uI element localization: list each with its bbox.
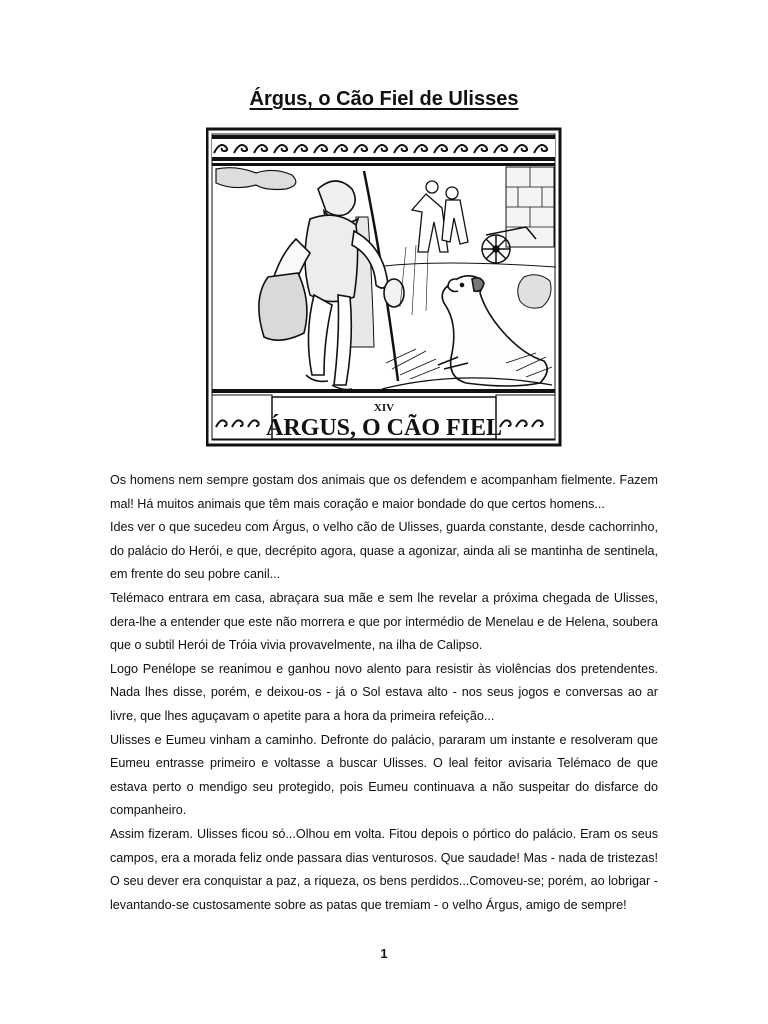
chapter-illustration <box>206 127 562 447</box>
paragraph: Assim fizeram. Ulisses ficou só...Olhou em volta. Fitou depois o pórtico do palácio. Eram os seus campos, era a morada feliz onde passara dias venturosos. Que saudade! Mas - nada de tristezas! O seu dever era conquistar a paz, a riqueza, os bens perdidos...Comoveu-se; porém, ao lobrigar - levantando-se custosamente sobre as patas que tremiam - o velho Árgus, amigo de sempre! <box>110 826 658 912</box>
paragraph: Logo Penélope se reanimou e ganhou novo alento para resistir às violências dos pretendentes. Nada lhes disse, porém, e deixou-os - já o Sol estava alto - nos seus jogos e conversas ao ar livre, que lhes aguçavam o apetite para a hora da primeira refeição... <box>110 661 658 723</box>
paragraph: Telémaco entrara em casa, abraçara sua mãe e sem lhe revelar a próxima chegada de Ulisses, dera-lhe a entender que este não morrera e que por intermédio de Menelau e de Helena, soubera que o subtil Herói de Tróia vivia provavelmente, na ilha de Calipso. <box>110 590 658 653</box>
body-text <box>110 469 658 917</box>
illustration-caption: ÁRGUS, O CÃO FIEL <box>265 415 503 441</box>
illustration-drawing <box>206 127 562 447</box>
top-wave-border <box>212 135 555 161</box>
paragraph: Ulisses e Eumeu vinham a caminho. Defronte do palácio, pararam um instante e resolveram que Eumeu entrasse primeiro e voltasse a buscar Ulisses. O leal feitor avisaria Telémaco de que estava perto o mendigo seu protegido, pois Eumeu continuava a não suspeitar do disfarce do companheiro. <box>110 732 658 818</box>
page-number: 1 <box>380 946 388 961</box>
page-title: Árgus, o Cão Fiel de Ulisses <box>249 88 519 110</box>
chapter-number: XIV <box>373 402 395 414</box>
paragraph: Os homens nem sempre gostam dos animais que os defendem e acompanham fielmente. Fazem mal! Há muitos animais que têm mais coração e maior bondade do que certos homens... <box>110 473 658 511</box>
paragraph: Ides ver o que sucedeu com Árgus, o velho cão de Ulisses, guarda constante, desde cachorrinho, do palácio do Herói, e que, decrépito agora, quase a agonizar, ainda ali se mantinha de sentinela, em frente do seu pobre canil... <box>110 520 658 582</box>
